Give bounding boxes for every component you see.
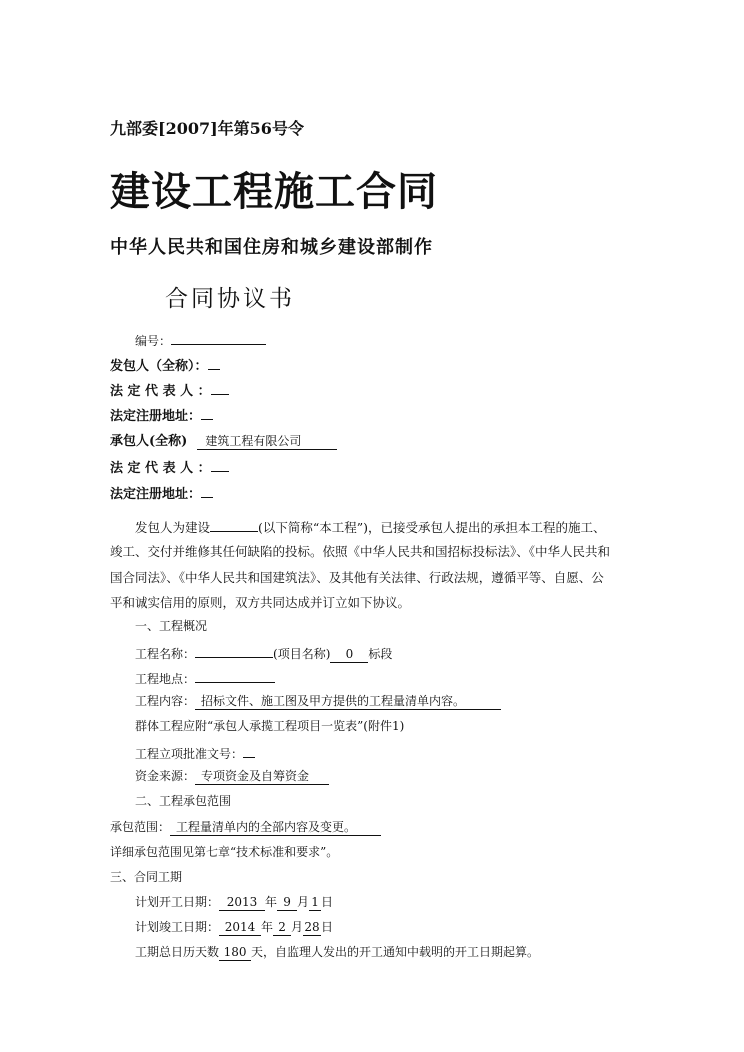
employer-addr-row [110, 404, 213, 424]
contractor-rep-label: 法 定 代 表 人 ： [110, 461, 211, 476]
employer-rep-label: 法 定 代 表 人 ： [110, 384, 211, 399]
approval-label: 工程立项批准文号： [135, 747, 244, 761]
project-blank [210, 516, 258, 532]
contractor-addr-blank [201, 482, 213, 498]
end-month: 2 [273, 920, 291, 936]
content-label: 工程内容： [135, 694, 196, 708]
start-date-row [135, 893, 333, 911]
start-month: 9 [277, 895, 297, 911]
location-row [135, 667, 275, 687]
location-label: 工程地点： [135, 672, 196, 686]
employer-rep-blank [211, 379, 229, 395]
scope-row [110, 818, 381, 836]
start-year-unit: 年 [265, 895, 278, 909]
project-name-row [135, 642, 392, 663]
end-date-row [135, 918, 333, 936]
location-blank [195, 667, 275, 683]
contractor-rep-blank [211, 456, 229, 472]
end-month-unit: 月 [291, 920, 304, 934]
duration-suffix: 天，自监理人发出的开工通知中载明的开工日期起算。 [251, 945, 540, 959]
start-day-unit: 日 [321, 895, 334, 909]
issuer: 中华人民共和国住房和城乡建设部制作 [110, 237, 433, 258]
contractor-addr-row [110, 482, 213, 502]
end-day: 28 [304, 920, 320, 934]
approval-row [135, 742, 255, 762]
end-year: 2014 [219, 920, 261, 936]
agreement-title: 合同协议书 [165, 286, 295, 312]
lot-value: 0 [330, 647, 368, 663]
end-day-unit: 日 [321, 920, 334, 934]
contractor-label: 承包人(全称) [110, 434, 188, 449]
doc-number: 九部委[2007]年第56号令 [110, 119, 304, 138]
content-value: 招标文件、施工图及甲方提供的工程量清单内容。 [195, 694, 501, 710]
intro-text-b: (以下简称“本工程”)，已接受承包人提出的承担本工程的施工、 [258, 520, 606, 535]
funding-row [135, 767, 329, 785]
contractor-addr-label: 法定注册地址： [110, 487, 202, 502]
intro-line-2: 竣工、交付并维修其任何缺陷的投标。依照《中华人民共和国招标投标法》、《中华人民共和 [110, 544, 611, 559]
group-note: 群体工程应附“承包人承揽工程项目一览表”(附件1) [135, 719, 405, 733]
project-name-blank [195, 642, 273, 658]
section-3-heading: 三、合同工期 [110, 870, 183, 884]
duration-row [135, 943, 539, 961]
contractor-rep-row [110, 456, 229, 476]
lot-suffix: 标段 [368, 647, 393, 661]
employer-rep-row [110, 379, 229, 399]
intro-line-3: 国合同法》、《中华人民共和国建筑法》、及其他有关法律、行政法规，遵循平等、自愿、公 [110, 570, 604, 585]
contractor-name: 建筑工程有限公司 [197, 434, 337, 450]
number-row [135, 329, 266, 349]
project-label: (项目名称) [273, 647, 331, 661]
start-year: 2013 [219, 895, 265, 911]
funding-value: 专项资金及自筹资金 [195, 769, 329, 785]
content-row [135, 692, 501, 710]
approval-blank [243, 742, 255, 758]
start-label: 计划开工日期： [135, 895, 220, 909]
duration-value: 180 [219, 945, 251, 961]
start-day: 1 [309, 895, 321, 911]
scope-note: 详细承包范围见第七章“技术标准和要求”。 [110, 845, 339, 859]
end-year-unit: 年 [261, 920, 274, 934]
number-blank [171, 329, 266, 345]
intro-text-a: 发包人为建设 [135, 520, 211, 535]
employer-blank [208, 354, 220, 370]
number-label: 编号： [135, 334, 172, 348]
employer-row [110, 354, 220, 374]
employer-addr-label: 法定注册地址： [110, 409, 202, 424]
employer-addr-blank [201, 404, 213, 420]
section-2-heading: 二、工程承包范围 [135, 794, 232, 808]
page-title: 建设工程施工合同 [110, 168, 438, 215]
section-1-heading: 一、工程概况 [135, 619, 208, 633]
duration-label: 工期总日历天数 [135, 945, 220, 959]
scope-value: 工程量清单内的全部内容及变更。 [170, 820, 381, 836]
end-label: 计划竣工日期： [135, 920, 220, 934]
scope-label: 承包范围： [110, 820, 171, 834]
intro-line-4: 平和诚实信用的原则，双方共同达成并订立如下协议。 [110, 595, 411, 610]
start-month-unit: 月 [297, 895, 310, 909]
intro-line-1 [135, 516, 606, 536]
project-name-label: 工程名称： [135, 647, 196, 661]
contractor-row [110, 430, 337, 450]
employer-label: 发包人（全称）： [110, 359, 208, 374]
funding-label: 资金来源： [135, 769, 196, 783]
